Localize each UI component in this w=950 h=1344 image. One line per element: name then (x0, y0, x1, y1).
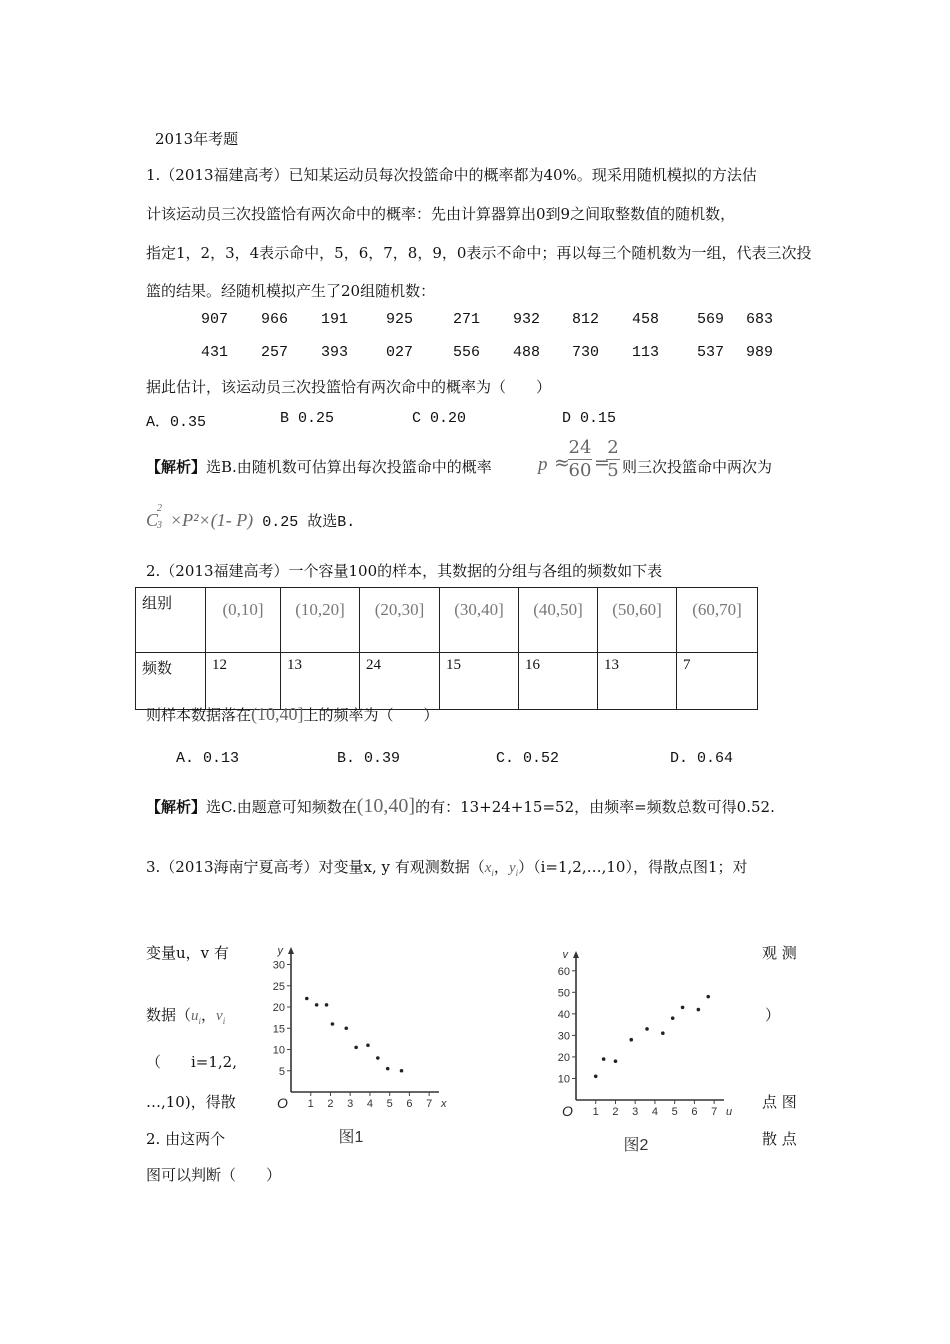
random-number: 730 (572, 344, 600, 361)
random-number: 932 (513, 311, 541, 328)
x-axis-label: u (726, 1106, 733, 1118)
ask-text: 则样本数据落在 (146, 706, 252, 724)
table-row (136, 588, 758, 653)
var-letter: u (191, 1008, 199, 1024)
var-subscript: i (515, 868, 519, 878)
q3-right-line-4: 散 点 (762, 1130, 797, 1148)
data-point (629, 1038, 633, 1042)
fraction-denominator: 60 (568, 460, 592, 481)
q1-formula-line (146, 503, 356, 531)
q1-line-2: 计该运动员三次投篮恰有两次命中的概率：先由计算器算出0到9之间取整数值的随机数， (146, 205, 736, 223)
data-point (325, 1003, 329, 1007)
x-tick-label: 1 (592, 1106, 599, 1118)
data-point (344, 1026, 348, 1030)
interval-cell: (30,40] (440, 588, 519, 653)
q2-analysis (146, 795, 775, 818)
approx-symbol: ≈ (554, 452, 570, 474)
analysis-text-2: 则三次投篮命中两次为 (622, 458, 773, 476)
x-tick-label: 4 (366, 1098, 373, 1110)
y-tick-label: 40 (557, 1008, 570, 1021)
interval-cell: (20,30] (360, 588, 440, 653)
x-tick-label: 5 (671, 1106, 678, 1118)
fraction-numerator: 2 (607, 437, 619, 458)
random-number: 271 (453, 311, 481, 328)
option-b: B 0.25 (280, 410, 335, 427)
interval-cell: (50,60] (598, 588, 677, 653)
y-axis-label: v (562, 949, 568, 961)
count-cell: 7 (677, 653, 758, 710)
q1-ask: 据此估计，该运动员三次投篮恰有两次命中的概率为（ ） (146, 378, 552, 396)
var-subscript: i (222, 1016, 226, 1026)
analysis-text: 的有：13+24+15=52，由频率=频数总数可得0.52. (415, 798, 775, 816)
q3-left-line-5: 2. 由这两个 (146, 1130, 226, 1148)
interval-cell: (60,70] (677, 588, 758, 653)
interval-cell: (0,10] (206, 588, 281, 653)
var-letter: y (508, 860, 516, 876)
q3-right-line-1: 观 测 (762, 944, 797, 962)
q1-line-3: 指定1，2，3，4表示命中，5，6，7，8，9，0表示不命中；再以每三个随机数为一组，代表三次投 (146, 244, 812, 262)
data-point (645, 1027, 649, 1031)
random-number: 488 (513, 344, 541, 361)
x-tick-label: 5 (386, 1098, 393, 1110)
x-tick-label: 3 (347, 1098, 354, 1110)
data-point (315, 1003, 319, 1007)
random-number: 925 (386, 311, 414, 328)
y-tick-label: 10 (557, 1073, 570, 1086)
var-u (191, 1008, 201, 1024)
random-number: 257 (261, 344, 289, 361)
q3-left-line-4: …,10)，得散 (146, 1093, 236, 1111)
y-tick-label: 50 (557, 987, 570, 1000)
count-cell: 13 (598, 653, 677, 710)
q1-line-1: 1.（2013福建高考）已知某运动员每次投篮命中的概率都为40%。现采用随机模拟的方法估 (146, 166, 757, 184)
var-v (216, 1008, 225, 1024)
scatter-plot-2 (540, 940, 733, 1155)
table-row (136, 653, 758, 710)
y-axis-arrow (573, 951, 579, 958)
data-point (697, 1008, 701, 1012)
fraction-24-60 (568, 437, 592, 482)
x-tick-label: 1 (307, 1098, 314, 1110)
q3-left-line-2: 数据（$u_i$，$v_i$ (146, 1006, 226, 1026)
x-axis-label: x (441, 1098, 447, 1110)
formula-c-sub: 3 (157, 520, 162, 531)
combination-formula (146, 503, 254, 531)
data-point (376, 1056, 380, 1060)
var-y (509, 860, 518, 876)
interval-expression: (10,40] (251, 704, 304, 724)
frequency-table (135, 587, 758, 710)
x-tick-label: 2 (612, 1106, 619, 1118)
y-axis-label: y (277, 945, 283, 957)
left-text: 数据（ (146, 1006, 192, 1024)
random-number: 431 (201, 344, 229, 361)
formula-rest: ×P²×(1- P) (170, 510, 254, 530)
count-cell: 13 (281, 653, 360, 710)
count-cell: 12 (206, 653, 281, 710)
ask-text: 上的频率为（ ） (303, 706, 439, 724)
y-tick-label: 60 (557, 965, 570, 978)
analysis-text: 选B.由随机数可估算出每次投篮命中的概率 (206, 458, 492, 476)
q3-left-line-1: 变量u，v 有 (146, 944, 229, 962)
y-tick-label: 25 (272, 980, 285, 993)
analysis-label: 【解析】 (146, 798, 207, 816)
interval-expression: (10,40] (356, 795, 416, 817)
data-point (366, 1043, 370, 1047)
option-c: C. 0.52 (496, 750, 560, 767)
data-point (661, 1031, 665, 1035)
data-point (386, 1067, 390, 1071)
var-subscript: i (491, 868, 494, 878)
y-tick-label: 15 (272, 1023, 285, 1036)
formula-c: C (146, 510, 159, 530)
option-c: C 0.20 (412, 410, 467, 427)
y-tick-label: 20 (557, 1051, 570, 1064)
figure-caption: 图2 (623, 1137, 649, 1154)
data-point (614, 1059, 618, 1063)
y-tick-label: 20 (272, 1002, 285, 1014)
count-cell: 24 (360, 653, 440, 710)
data-point (706, 995, 710, 999)
origin-label: O (562, 1103, 573, 1119)
q1-line-4: 篮的结果。经随机模拟产生了20组随机数： (146, 282, 436, 300)
random-number: 683 (746, 311, 774, 328)
x-tick-label: 7 (711, 1106, 718, 1118)
option-d: D 0.15 (562, 410, 617, 427)
var-letter: v (216, 1008, 223, 1024)
x-tick-label: 6 (691, 1106, 698, 1118)
q3-right-line-3: 点 图 (762, 1093, 797, 1111)
section-title: 2013年考题 (155, 130, 239, 148)
y-tick-label: 5 (278, 1065, 285, 1078)
random-number: 113 (632, 344, 660, 361)
data-point (602, 1057, 606, 1061)
q1-analysis (146, 456, 492, 477)
stem-text: ）（i=1,2,…,10），得散点图1；对 (518, 858, 748, 876)
data-point (354, 1046, 358, 1050)
option-a: A．0.35 (146, 414, 207, 431)
count-cell: 15 (440, 653, 519, 710)
random-number: 191 (321, 311, 349, 328)
origin-label: O (277, 1095, 288, 1111)
random-number: 537 (697, 344, 725, 361)
random-number: 812 (572, 311, 600, 328)
var-subscript: i (198, 1016, 202, 1026)
equals-symbol: = (594, 452, 610, 474)
random-number: 556 (453, 344, 481, 361)
var-letter: x (484, 860, 492, 876)
random-number: 966 (261, 311, 289, 328)
stem-text: 3.（2013海南宁夏高考）对变量x, y 有观测数据（ (146, 858, 485, 876)
random-number: 027 (386, 344, 414, 361)
y-axis-arrow (288, 947, 294, 954)
fraction-2-5 (606, 437, 620, 482)
random-number: 989 (746, 344, 774, 361)
y-tick-label: 10 (272, 1044, 285, 1057)
prob-symbol: p (538, 454, 548, 475)
analysis-label: 【解析】 (146, 458, 207, 476)
random-number: 907 (201, 311, 229, 328)
x-tick-label: 7 (426, 1098, 433, 1110)
data-point (594, 1075, 598, 1079)
q2-ask (146, 704, 439, 725)
data-point (671, 1016, 675, 1020)
count-cell: 16 (519, 653, 598, 710)
analysis-text: 选C.由题意可知频数在 (206, 798, 357, 816)
random-number: 393 (321, 344, 349, 361)
row-label-count: 频数 (136, 653, 206, 710)
data-point (400, 1069, 404, 1073)
interval-cell: (40,50] (519, 588, 598, 653)
random-number: 569 (697, 311, 725, 328)
x-tick-label: 4 (651, 1106, 658, 1118)
data-point (305, 997, 309, 1001)
fraction-denominator: 5 (607, 460, 619, 481)
interval-cell: (10,20] (281, 588, 360, 653)
analysis-conclusion: 0.25 故选B. (253, 514, 356, 531)
y-tick-label: 30 (272, 959, 285, 972)
data-point (331, 1022, 335, 1026)
figure-caption: 图1 (338, 1129, 364, 1146)
option-b: B. 0.39 (337, 750, 401, 767)
q2-stem: 2.（2013福建高考）一个容量100的样本，其数据的分组与各组的频数如下表 (146, 562, 663, 580)
option-d: D. 0.64 (670, 750, 734, 767)
option-a: A. 0.13 (176, 750, 240, 767)
q3-stem: 3.（2013海南宁夏高考）对变量x, y 有观测数据（$x_i$，$y_i)(i=1,2,\dots,10)$，得散点图1；对 (146, 858, 748, 878)
fraction-numerator: 24 (568, 437, 592, 458)
data-point (681, 1006, 685, 1010)
x-tick-label: 2 (327, 1098, 334, 1110)
q3-right-line-2: ） (765, 1006, 781, 1024)
q3-left-line-3: （ i=1,2, (146, 1053, 237, 1071)
x-tick-label: 6 (406, 1098, 413, 1110)
scatter-plot-1 (255, 940, 447, 1146)
q3-left-line-6: 图可以判断（ ） (146, 1166, 282, 1184)
y-tick-label: 30 (557, 1030, 570, 1043)
var-x (485, 860, 494, 876)
row-label-group: 组别 (136, 588, 206, 653)
random-number: 458 (632, 311, 660, 328)
formula-c-sup: 2 (157, 503, 162, 514)
x-tick-label: 3 (632, 1106, 639, 1118)
